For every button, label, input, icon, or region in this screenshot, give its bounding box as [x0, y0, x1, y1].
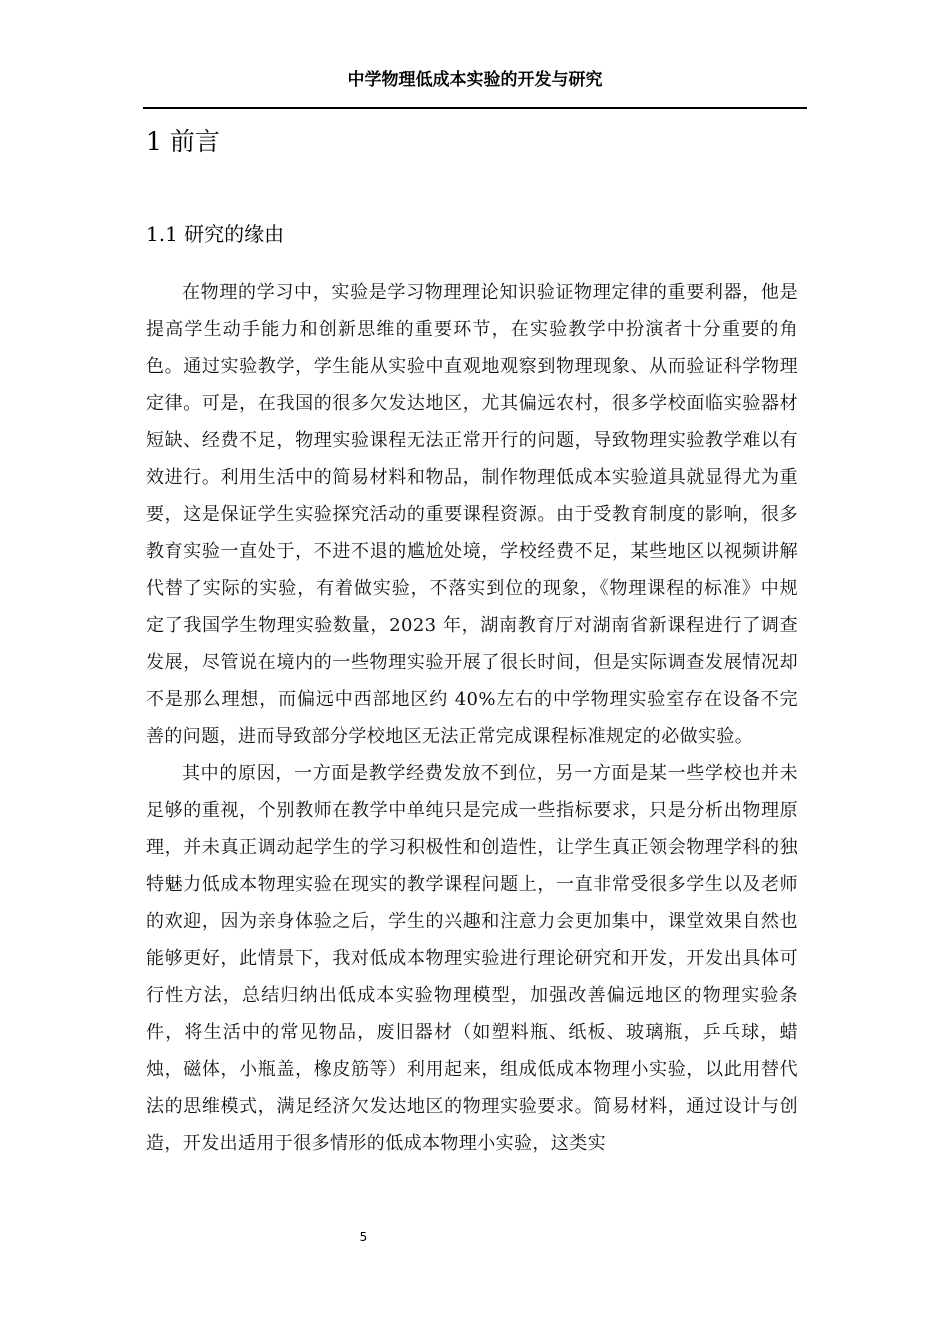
page-number: 5 [359, 1230, 368, 1244]
section-title: 1.1 研究的缘由 [146, 222, 285, 246]
chapter-title: 1 前言 [146, 127, 220, 156]
header-title: 中学物理低成本实验的开发与研究 [347, 70, 603, 90]
paragraph-1: 在物理的学习中，实验是学习物理理论知识验证物理定律的重要利器，他是提高学生动手能力和创新思维的重要环节，在实验教学中扮演者十分重要的角色。通过实验教学，学生能从实验中直观地观察到物理现象、从而验证科学物理定律。可是，在我国的很多欠发达地区，尤其偏远农村，很多学校面临实验器材短缺、经费不足，物理实验课程无法正常开行的问题，导致物理实验教学难以有效进行。利用生活中的简易材料和物品，制作物理低成本实验道具就显得尤为重要，这是保证学生实验探究活动的重要课程资源。由于受教育制度的影响，很多教育实验一直处于，不进不退的尴尬处境，学校经费不足，某些地区以视频讲解代替了实际的实验，有着做实验，不落实到位的现象，《物理课程的标准》中规定了我国学生物理实验数量，2023 年，湖南教育厅对湖南省新课程进行了调查发展，尽管说在境内的一些物理实验开展了很长时间，但是实际调查发展情况却不是那么理想，而偏远中西部地区约 40%左右的中学物理实验室存在设备不完善的问题，进而导致部分学校地区无法正常完成课程标准规定的必做实验。 [146, 282, 798, 747]
page-header [143, 62, 807, 109]
body-text [146, 274, 798, 1162]
paragraph-2: 其中的原因，一方面是教学经费发放不到位，另一方面是某一些学校也并未足够的重视，个别教师在教学中单纯只是完成一些指标要求，只是分析出物理原理，并未真正调动起学生的学习积极性和创造性，让学生真正领会物理学科的独特魅力低成本物理实验在现实的教学课程问题上，一直非常受很多学生以及老师的欢迎，因为亲身体验之后，学生的兴趣和注意力会更加集中，课堂效果自然也能够更好，此情景下，我对低成本物理实验进行理论研究和开发，开发出具体可行性方法，总结归纳出低成本实验物理模型，加强改善偏远地区的物理实验条件，将生活中的常见物品，废旧器材（如塑料瓶、纸板、玻璃瓶，乒乓球，蜡烛，磁体，小瓶盖，橡皮筋等）利用起来，组成低成本物理小实验，以此用替代法的思维模式，满足经济欠发达地区的物理实验要求。简易材料，通过设计与创造，开发出适用于很多情形的低成本物理小实验，这类实 [146, 763, 798, 1154]
